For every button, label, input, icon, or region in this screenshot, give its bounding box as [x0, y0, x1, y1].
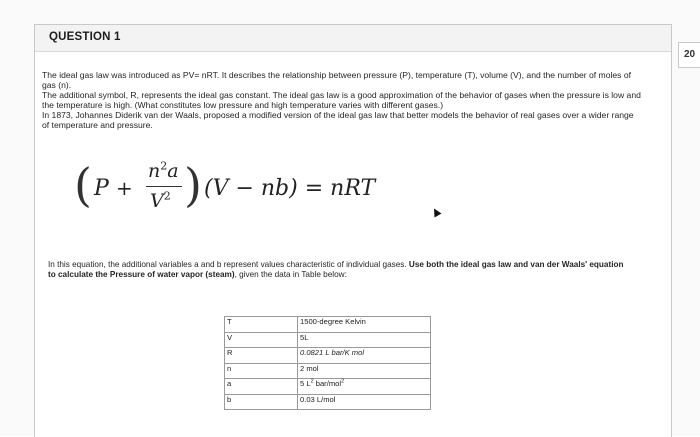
table-value: 0.03 L/mol	[298, 394, 431, 410]
gas-constant-paragraph: The additional symbol, R, represents the ideal gas constant. The ideal gas law is a good approximation of the behavior of gases when the pressure is low and the temperature is high. (What constitutes low pressure and high temperature varies with different gases.)	[42, 90, 641, 110]
eq-numerator	[148, 160, 179, 182]
van-der-waals-equation	[74, 158, 434, 228]
table-row	[225, 394, 431, 410]
eq-pressure: P	[94, 176, 109, 201]
question-title: QUESTION 1	[49, 31, 121, 43]
table-value-rest: bar/mol	[313, 379, 342, 388]
table-symbol: R	[225, 348, 298, 364]
eq-numerator-a: a	[167, 160, 179, 182]
table-value: 1500-degree Kelvin	[298, 317, 431, 333]
table-row	[225, 348, 431, 364]
eq-numerator-n: n	[148, 160, 161, 182]
table-row	[225, 317, 431, 333]
table-row	[225, 332, 431, 348]
instruction-text-2: , given the data in Table below:	[234, 270, 347, 279]
question-header	[35, 25, 671, 52]
points-box	[678, 42, 700, 68]
table-symbol: n	[225, 363, 298, 379]
table-symbol: b	[225, 394, 298, 410]
table-symbol: V	[225, 332, 298, 348]
table-value-sup2: 2	[341, 378, 345, 385]
data-table	[224, 316, 431, 410]
eq-denominator-exp: 2	[163, 189, 171, 203]
eq-denominator-v: V	[150, 190, 164, 212]
table-row	[225, 363, 431, 379]
table-value-main: 5 L	[300, 379, 311, 388]
intro-paragraph: The ideal gas law was introduced as PV= nRT. It describes the relationship between pressure (P), temperature (T), volume (V), and the number of moles of gas (n).	[42, 70, 632, 90]
instruction-text-1: In this equation, the additional variables a and b represent values characteristic of individual gases.	[48, 260, 409, 269]
table-value: 0.0821 L bar/K mol	[298, 348, 431, 364]
table-row	[225, 379, 431, 395]
table-symbol: a	[225, 379, 298, 395]
eq-denominator	[150, 190, 171, 212]
table-value: 2 mol	[298, 363, 431, 379]
table-value-sup: 2	[310, 378, 314, 385]
eq-plus: +	[116, 176, 133, 200]
instruction-bold: Use both the ideal gas law and van der Waals' equation to calculate the Pressure of water vapor (steam)	[48, 260, 624, 279]
table-symbol: T	[225, 317, 298, 333]
table-value	[298, 379, 431, 395]
eq-fraction-bar	[146, 186, 182, 187]
table-value: 5L	[298, 332, 431, 348]
points-value: 20	[684, 49, 696, 60]
left-paren-open: (	[74, 158, 92, 212]
eq-second-factor: (V − nb) = nRT	[204, 176, 376, 201]
instruction-paragraph	[48, 260, 628, 280]
van-der-waals-paragraph: In 1873, Johannes Diderik van der Waals, proposed a modified version of the ideal gas law that better models the behavior of real gases over a wider range of temperature and pressure.	[42, 110, 634, 130]
left-paren-close: )	[184, 158, 202, 212]
eq-numerator-exp: 2	[160, 159, 168, 173]
